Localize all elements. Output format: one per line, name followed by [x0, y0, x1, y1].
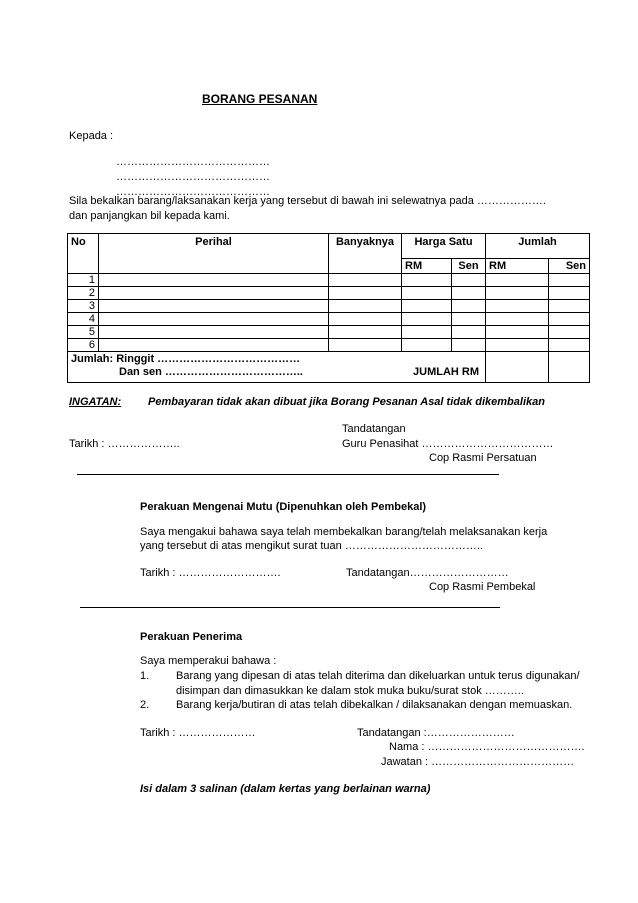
row-number: 5 — [68, 326, 99, 339]
jumlah-sen-cell[interactable] — [549, 300, 590, 313]
guru-penasihat-field[interactable]: Guru Penasihat ……………………………… — [342, 438, 554, 450]
penerima-intro: Saya memperakui bahawa : — [140, 655, 277, 667]
total-words-cell — [68, 352, 486, 383]
harga-sen-cell[interactable] — [452, 339, 486, 352]
jumlah-sen-cell[interactable] — [549, 274, 590, 287]
item-2-line-1: Barang kerja/butiran di atas telah dibekalkan / dilaksanakan dengan memuaskan. — [176, 699, 573, 711]
tarikh-field[interactable]: Tarikh : ……………….. — [69, 438, 180, 450]
banyaknya-cell[interactable] — [329, 339, 402, 352]
banyaknya-cell[interactable] — [329, 274, 402, 287]
jumlah-sen-cell[interactable] — [549, 287, 590, 300]
subheader-rm-jumlah: RM — [486, 259, 549, 274]
harga-rm-cell[interactable] — [402, 326, 452, 339]
jumlah-rm-cell[interactable] — [486, 287, 549, 300]
jumlah-rm-label: JUMLAH RM — [413, 366, 480, 378]
harga-rm-cell[interactable] — [402, 313, 452, 326]
header-no: No — [68, 234, 99, 274]
row-number: 2 — [68, 287, 99, 300]
harga-sen-cell[interactable] — [452, 287, 486, 300]
pembekal-tandatangan-field[interactable]: Tandatangan……………………… — [346, 567, 509, 579]
dan-sen[interactable]: Dan sen ……………………………….. — [119, 366, 303, 378]
penerima-tarikh-field[interactable]: Tarikh : ………………… — [140, 727, 256, 739]
perihal-cell[interactable] — [99, 300, 329, 313]
item-2-number: 2. — [140, 699, 150, 711]
footer-note: Isi dalam 3 salinan (dalam kertas yang berlainan warna) — [140, 783, 431, 795]
jumlah-sen-cell[interactable] — [549, 326, 590, 339]
item-1-number: 1. — [140, 670, 150, 682]
perihal-cell[interactable] — [99, 274, 329, 287]
table-header-row — [68, 234, 590, 259]
penerima-jawatan-field[interactable]: Jawatan : ………………………………… — [381, 756, 575, 768]
divider-2 — [80, 607, 500, 608]
jumlah-rm-cell[interactable] — [486, 274, 549, 287]
harga-rm-cell[interactable] — [402, 274, 452, 287]
harga-rm-cell[interactable] — [402, 287, 452, 300]
pembekal-tarikh-field[interactable]: Tarikh : ………………………. — [140, 567, 281, 579]
subheader-sen-harga: Sen — [452, 259, 486, 274]
ingatan-text: Pembayaran tidak akan dibuat jika Borang Pesanan Asal tidak dikembalikan — [148, 396, 545, 408]
jumlah-rm-cell[interactable] — [486, 300, 549, 313]
ingatan-label: INGATAN: — [69, 396, 122, 408]
perakuan-mutu-heading: Perakuan Mengenai Mutu (Dipenuhkan oleh Pembekal) — [140, 501, 427, 513]
address-line-3[interactable]: …………………………………… — [116, 186, 270, 198]
jumlah-rm-cell[interactable] — [486, 313, 549, 326]
jumlah-rm-cell[interactable] — [486, 339, 549, 352]
order-table — [67, 233, 590, 383]
cop-rasmi-pembekal: Cop Rasmi Pembekal — [429, 581, 536, 593]
subheader-rm-harga: RM — [402, 259, 452, 274]
item-1-line-2[interactable]: disimpan dan dimasukkan ke dalam stok muka buku/surat stok ……….. — [176, 685, 524, 697]
table-row — [68, 313, 590, 326]
header-jumlah: Jumlah — [486, 234, 590, 259]
perakuan-penerima-heading: Perakuan Penerima — [140, 631, 243, 643]
perakuan-mutu-line-1: Saya mengakui bahawa saya telah membekalkan barang/telah melaksanakan kerja — [140, 526, 548, 538]
header-harga-satu: Harga Satu — [402, 234, 486, 259]
jumlah-ringgit[interactable]: Jumlah: Ringgit ………………………………… — [71, 353, 301, 365]
harga-rm-cell[interactable] — [402, 339, 452, 352]
kepada-label: Kepada : — [69, 130, 114, 142]
total-sen-cell[interactable] — [549, 352, 590, 383]
table-row — [68, 326, 590, 339]
total-rm-cell[interactable] — [486, 352, 549, 383]
harga-sen-cell[interactable] — [452, 300, 486, 313]
jumlah-sen-cell[interactable] — [549, 339, 590, 352]
total-row — [68, 352, 590, 383]
penerima-nama-field[interactable]: Nama : ……………………………………. — [389, 741, 585, 753]
perihal-cell[interactable] — [99, 339, 329, 352]
harga-rm-cell[interactable] — [402, 300, 452, 313]
perakuan-mutu-line-2[interactable]: yang tersebut di atas mengikut surat tuan ……………………………….. — [140, 540, 483, 552]
banyaknya-cell[interactable] — [329, 326, 402, 339]
tandatangan-label: Tandatangan — [342, 423, 406, 435]
banyaknya-cell[interactable] — [329, 287, 402, 300]
perihal-cell[interactable] — [99, 326, 329, 339]
subheader-sen-jumlah: Sen — [549, 259, 590, 274]
page-title: BORANG PESANAN — [202, 92, 318, 106]
jumlah-sen-cell[interactable] — [549, 313, 590, 326]
divider-1 — [77, 474, 499, 475]
perihal-cell[interactable] — [99, 313, 329, 326]
address-line-2[interactable]: …………………………………… — [116, 171, 270, 183]
instruction-line-2: dan panjangkan bil kepada kami. — [69, 210, 230, 222]
item-1-line-1: Barang yang dipesan di atas telah diterima dan dikeluarkan untuk terus digunakan/ — [176, 670, 580, 682]
instruction-line-1: Sila bekalkan barang/laksanakan kerja yang tersebut di bawah ini selewatnya pada ………………. — [69, 195, 546, 207]
address-line-1[interactable]: …………………………………… — [116, 156, 270, 168]
penerima-tandatangan-field[interactable]: Tandatangan :…………………… — [357, 727, 515, 739]
table-row — [68, 300, 590, 313]
perihal-cell[interactable] — [99, 287, 329, 300]
row-number: 6 — [68, 339, 99, 352]
header-banyaknya: Banyaknya — [329, 234, 402, 274]
harga-sen-cell[interactable] — [452, 274, 486, 287]
banyaknya-cell[interactable] — [329, 300, 402, 313]
header-perihal: Perihal — [99, 234, 329, 274]
row-number: 1 — [68, 274, 99, 287]
table-row — [68, 287, 590, 300]
banyaknya-cell[interactable] — [329, 313, 402, 326]
harga-sen-cell[interactable] — [452, 313, 486, 326]
row-number: 4 — [68, 313, 99, 326]
jumlah-rm-cell[interactable] — [486, 326, 549, 339]
row-number: 3 — [68, 300, 99, 313]
harga-sen-cell[interactable] — [452, 326, 486, 339]
cop-rasmi-persatuan: Cop Rasmi Persatuan — [429, 452, 537, 464]
table-row — [68, 274, 590, 287]
table-row — [68, 339, 590, 352]
